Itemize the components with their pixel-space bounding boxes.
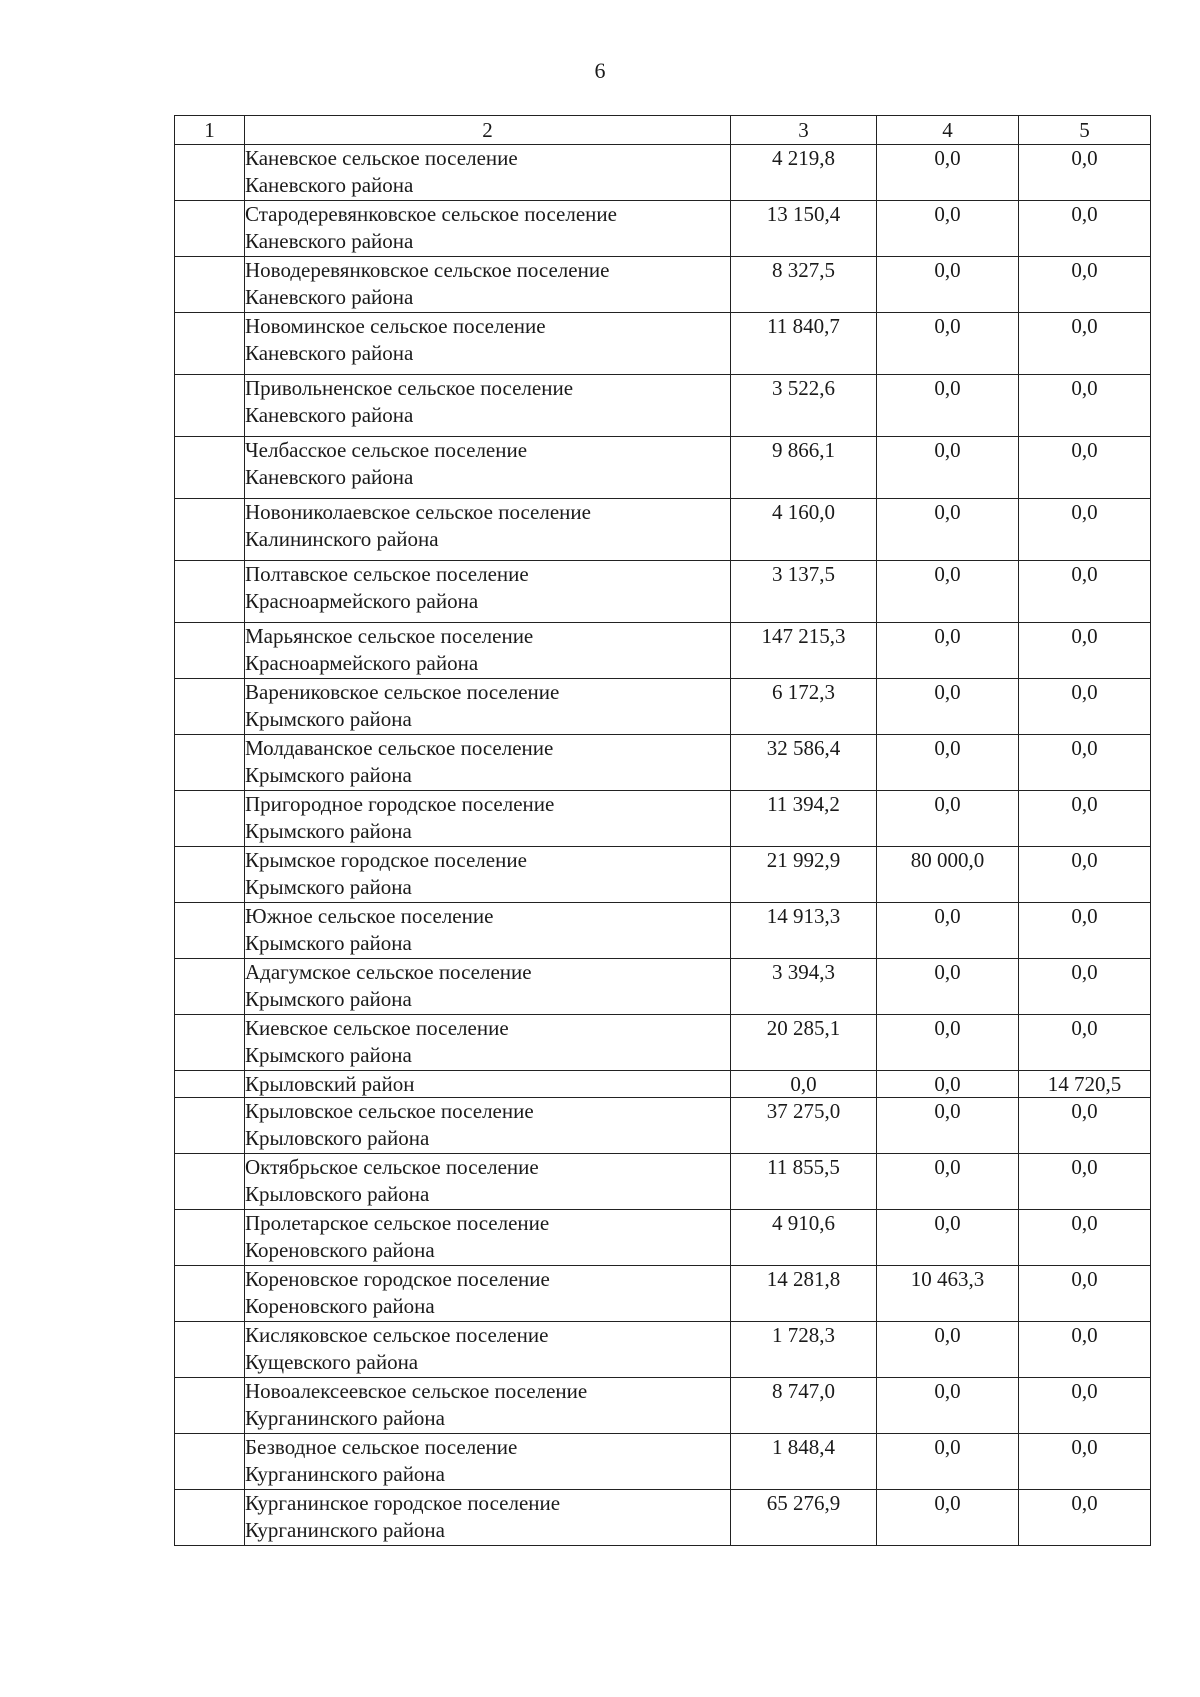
amount-cell-col-3: 14 281,8	[731, 1266, 877, 1322]
amount-cell-col-5: 0,0	[1019, 735, 1151, 791]
municipality-name: Новоалексеевское сельское поселение	[245, 1379, 588, 1403]
amount-cell-col-4: 0,0	[877, 903, 1019, 959]
table-row	[175, 1378, 1151, 1434]
amount-cell-col-4: 0,0	[877, 437, 1019, 499]
municipality-name: Пролетарское сельское поселение	[245, 1211, 550, 1235]
district-name: Крыловского района	[245, 1182, 430, 1206]
table-row	[175, 903, 1151, 959]
table-row	[175, 499, 1151, 561]
row-number-cell	[175, 1266, 245, 1322]
amount-cell-col-3: 8 327,5	[731, 257, 877, 313]
amount-cell-col-3: 13 150,4	[731, 201, 877, 257]
municipality-name: Крымское городское поселение	[245, 848, 527, 872]
row-number-cell	[175, 679, 245, 735]
municipality-name: Южное сельское поселение	[245, 904, 494, 928]
amount-cell-col-5: 0,0	[1019, 1322, 1151, 1378]
district-name: Красноармейского района	[245, 651, 479, 675]
municipality-name-cell	[245, 1098, 731, 1154]
municipality-name-cell	[245, 679, 731, 735]
amount-cell-col-5: 0,0	[1019, 499, 1151, 561]
amount-cell-col-3: 3 522,6	[731, 375, 877, 437]
municipality-name: Крыловское сельское поселение	[245, 1099, 534, 1123]
amount-cell-col-4: 0,0	[877, 735, 1019, 791]
amount-cell-col-4: 0,0	[877, 1098, 1019, 1154]
municipality-name-cell	[245, 735, 731, 791]
amount-cell-col-3: 3 137,5	[731, 561, 877, 623]
district-name: Крымского района	[245, 931, 412, 955]
municipality-name-cell	[245, 847, 731, 903]
amount-cell-col-4: 0,0	[877, 623, 1019, 679]
amount-cell-col-3: 20 285,1	[731, 1015, 877, 1071]
amount-cell-col-4: 0,0	[877, 679, 1019, 735]
municipality-name: Новодеревянковское сельское поселение	[245, 258, 610, 282]
amount-cell-col-5: 0,0	[1019, 1098, 1151, 1154]
amount-cell-col-3: 32 586,4	[731, 735, 877, 791]
municipality-name: Крыловский район	[245, 1072, 415, 1096]
table-row	[175, 1098, 1151, 1154]
municipality-name-cell	[245, 791, 731, 847]
district-name: Крыловского района	[245, 1126, 430, 1150]
municipality-name: Октябрьское сельское поселение	[245, 1155, 539, 1179]
table-row	[175, 1071, 1151, 1098]
amount-cell-col-3: 8 747,0	[731, 1378, 877, 1434]
amount-cell-col-4: 0,0	[877, 1434, 1019, 1490]
row-number-cell	[175, 791, 245, 847]
row-number-cell	[175, 375, 245, 437]
amount-cell-col-5: 0,0	[1019, 1154, 1151, 1210]
municipality-name-cell	[245, 201, 731, 257]
district-name: Каневского района	[245, 229, 414, 253]
amount-cell-col-3: 37 275,0	[731, 1098, 877, 1154]
amount-cell-col-4: 0,0	[877, 201, 1019, 257]
amount-cell-col-4: 10 463,3	[877, 1266, 1019, 1322]
table-row	[175, 145, 1151, 201]
district-name: Крымского района	[245, 1043, 412, 1067]
amount-cell-col-3: 0,0	[731, 1071, 877, 1098]
municipality-name: Привольненское сельское поселение	[245, 376, 574, 400]
amount-cell-col-3: 11 855,5	[731, 1154, 877, 1210]
table-row	[175, 791, 1151, 847]
row-number-cell	[175, 561, 245, 623]
municipality-name-cell	[245, 437, 731, 499]
amount-cell-col-5: 0,0	[1019, 437, 1151, 499]
amount-cell-col-5: 0,0	[1019, 623, 1151, 679]
row-number-cell	[175, 1322, 245, 1378]
municipality-name: Кореновское городское поселение	[245, 1267, 550, 1291]
page-number: 6	[594, 58, 606, 83]
amount-cell-col-5: 0,0	[1019, 847, 1151, 903]
amount-cell-col-5: 0,0	[1019, 257, 1151, 313]
district-name: Каневского района	[245, 465, 414, 489]
amount-cell-col-5: 0,0	[1019, 1490, 1151, 1546]
district-name: Каневского района	[245, 341, 414, 365]
amount-cell-col-5: 0,0	[1019, 791, 1151, 847]
municipality-name-cell	[245, 561, 731, 623]
municipality-name-cell	[245, 145, 731, 201]
municipality-name-cell	[245, 1378, 731, 1434]
amount-cell-col-5: 0,0	[1019, 561, 1151, 623]
municipality-name-cell	[245, 1210, 731, 1266]
amount-cell-col-4: 0,0	[877, 257, 1019, 313]
municipality-name: Кисляковское сельское поселение	[245, 1323, 549, 1347]
header-col-4: 4	[877, 116, 1019, 145]
amount-cell-col-3: 6 172,3	[731, 679, 877, 735]
district-name: Каневского района	[245, 173, 414, 197]
row-number-cell	[175, 1071, 245, 1098]
municipality-name-cell	[245, 623, 731, 679]
district-name: Крымского района	[245, 987, 412, 1011]
municipality-name-cell	[245, 1490, 731, 1546]
table-row	[175, 735, 1151, 791]
amount-cell-col-3: 65 276,9	[731, 1490, 877, 1546]
table-row	[175, 623, 1151, 679]
district-name: Крымского района	[245, 875, 412, 899]
table-row	[175, 679, 1151, 735]
amount-cell-col-3: 4 910,6	[731, 1210, 877, 1266]
district-name: Кореновского района	[245, 1294, 435, 1318]
district-name: Крымского района	[245, 707, 412, 731]
amount-cell-col-5: 0,0	[1019, 145, 1151, 201]
district-name: Курганинского района	[245, 1462, 445, 1486]
amount-cell-col-5: 0,0	[1019, 1210, 1151, 1266]
municipality-name: Новоминское сельское поселение	[245, 314, 546, 338]
table-row	[175, 561, 1151, 623]
header-col-5: 5	[1019, 116, 1151, 145]
municipality-name: Новониколаевское сельское поселение	[245, 500, 591, 524]
table-row	[175, 1322, 1151, 1378]
amount-cell-col-5: 0,0	[1019, 903, 1151, 959]
amount-cell-col-3: 9 866,1	[731, 437, 877, 499]
municipality-name-cell	[245, 1154, 731, 1210]
municipality-name: Адагумское сельское поселение	[245, 960, 532, 984]
municipality-name: Варениковское сельское поселение	[245, 680, 560, 704]
amount-cell-col-3: 11 394,2	[731, 791, 877, 847]
row-number-cell	[175, 735, 245, 791]
amount-cell-col-4: 0,0	[877, 959, 1019, 1015]
municipality-name-cell	[245, 375, 731, 437]
district-name: Курганинского района	[245, 1406, 445, 1430]
table-body	[175, 145, 1151, 1546]
municipality-name-cell	[245, 1434, 731, 1490]
district-name: Крымского района	[245, 763, 412, 787]
amount-cell-col-5: 0,0	[1019, 959, 1151, 1015]
amount-cell-col-4: 0,0	[877, 791, 1019, 847]
row-number-cell	[175, 1154, 245, 1210]
row-number-cell	[175, 313, 245, 375]
table-row	[175, 437, 1151, 499]
amount-cell-col-3: 1 848,4	[731, 1434, 877, 1490]
district-name: Калининского района	[245, 527, 439, 551]
amount-cell-col-5: 0,0	[1019, 201, 1151, 257]
municipality-name: Стародеревянковское сельское поселение	[245, 202, 617, 226]
municipality-name: Курганинское городское поселение	[245, 1491, 561, 1515]
row-number-cell	[175, 1098, 245, 1154]
amount-cell-col-3: 1 728,3	[731, 1322, 877, 1378]
municipality-name-cell	[245, 499, 731, 561]
amount-cell-col-5: 14 720,5	[1019, 1071, 1151, 1098]
amount-cell-col-5: 0,0	[1019, 679, 1151, 735]
municipality-name: Молдаванское сельское поселение	[245, 736, 554, 760]
municipality-name-cell	[245, 1071, 731, 1098]
amount-cell-col-4: 0,0	[877, 1322, 1019, 1378]
row-number-cell	[175, 257, 245, 313]
amount-cell-col-3: 14 913,3	[731, 903, 877, 959]
table-row	[175, 1266, 1151, 1322]
municipality-name-cell	[245, 1266, 731, 1322]
municipality-name-cell	[245, 1322, 731, 1378]
amount-cell-col-4: 0,0	[877, 499, 1019, 561]
amount-cell-col-4: 0,0	[877, 1015, 1019, 1071]
row-number-cell	[175, 201, 245, 257]
table-row	[175, 959, 1151, 1015]
municipality-name: Пригородное городское поселение	[245, 792, 555, 816]
amount-cell-col-3: 3 394,3	[731, 959, 877, 1015]
header-col-2: 2	[245, 116, 731, 145]
row-number-cell	[175, 847, 245, 903]
row-number-cell	[175, 1490, 245, 1546]
district-name: Каневского района	[245, 403, 414, 427]
amount-cell-col-3: 21 992,9	[731, 847, 877, 903]
row-number-cell	[175, 1015, 245, 1071]
municipality-name: Марьянское сельское поселение	[245, 624, 534, 648]
municipality-name-cell	[245, 313, 731, 375]
table-row	[175, 1434, 1151, 1490]
table-row	[175, 847, 1151, 903]
amount-cell-col-4: 0,0	[877, 313, 1019, 375]
amount-cell-col-5: 0,0	[1019, 1015, 1151, 1071]
amount-cell-col-3: 147 215,3	[731, 623, 877, 679]
header-col-3: 3	[731, 116, 877, 145]
district-name: Кущевского района	[245, 1350, 419, 1374]
row-number-cell	[175, 1210, 245, 1266]
amount-cell-col-4: 0,0	[877, 1071, 1019, 1098]
district-name: Крымского района	[245, 819, 412, 843]
amount-cell-col-5: 0,0	[1019, 1378, 1151, 1434]
amount-cell-col-4: 0,0	[877, 1490, 1019, 1546]
table-row	[175, 201, 1151, 257]
amount-cell-col-5: 0,0	[1019, 1434, 1151, 1490]
amount-cell-col-4: 0,0	[877, 561, 1019, 623]
row-number-cell	[175, 145, 245, 201]
district-name: Курганинского района	[245, 1518, 445, 1542]
row-number-cell	[175, 499, 245, 561]
district-name: Красноармейского района	[245, 589, 479, 613]
amount-cell-col-5: 0,0	[1019, 375, 1151, 437]
table-row	[175, 257, 1151, 313]
amount-cell-col-3: 4 219,8	[731, 145, 877, 201]
table-row	[175, 1015, 1151, 1071]
amount-cell-col-5: 0,0	[1019, 313, 1151, 375]
row-number-cell	[175, 903, 245, 959]
municipality-name-cell	[245, 1015, 731, 1071]
header-col-1: 1	[175, 116, 245, 145]
table-row	[175, 375, 1151, 437]
table-header	[175, 116, 1151, 145]
row-number-cell	[175, 1378, 245, 1434]
amount-cell-col-4: 0,0	[877, 145, 1019, 201]
district-name: Каневского района	[245, 285, 414, 309]
municipality-name-cell	[245, 959, 731, 1015]
amount-cell-col-4: 80 000,0	[877, 847, 1019, 903]
amount-cell-col-5: 0,0	[1019, 1266, 1151, 1322]
row-number-cell	[175, 959, 245, 1015]
row-number-cell	[175, 437, 245, 499]
amount-cell-col-4: 0,0	[877, 1154, 1019, 1210]
municipality-name-cell	[245, 903, 731, 959]
amount-cell-col-4: 0,0	[877, 1210, 1019, 1266]
row-number-cell	[175, 1434, 245, 1490]
amount-cell-col-4: 0,0	[877, 375, 1019, 437]
district-name: Кореновского района	[245, 1238, 435, 1262]
table-row	[175, 1210, 1151, 1266]
amount-cell-col-4: 0,0	[877, 1378, 1019, 1434]
table-row	[175, 313, 1151, 375]
municipality-name-cell	[245, 257, 731, 313]
municipality-name: Киевское сельское поселение	[245, 1016, 509, 1040]
municipality-name: Безводное сельское поселение	[245, 1435, 518, 1459]
municipality-name: Челбасское сельское поселение	[245, 438, 528, 462]
table-row	[175, 1154, 1151, 1210]
amount-cell-col-3: 4 160,0	[731, 499, 877, 561]
table-row	[175, 1490, 1151, 1546]
municipality-name: Полтавское сельское поселение	[245, 562, 529, 586]
amount-cell-col-3: 11 840,7	[731, 313, 877, 375]
municipality-name: Каневское сельское поселение	[245, 146, 518, 170]
allocation-table	[174, 115, 1151, 1546]
row-number-cell	[175, 623, 245, 679]
